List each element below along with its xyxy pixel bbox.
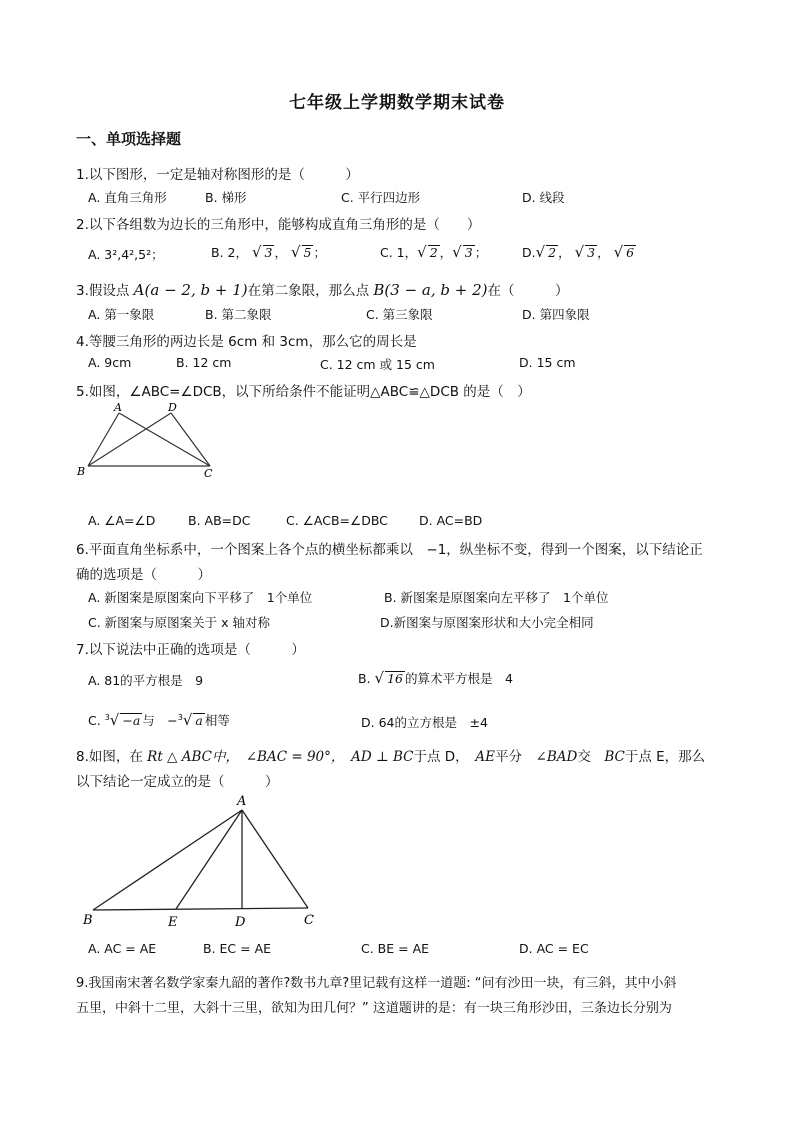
label-C: C [204,467,213,480]
q6-option-a: A. 新图案是原图案向下平移了 1个单位 [88,590,313,605]
question-4-stem: 4.等腰三角形的两边长是 6cm 和 3cm，那么它的周长是 [76,334,417,350]
q3-option-c: C. 第三象限 [366,307,433,322]
q1-option-d: D. 线段 [522,190,565,205]
radical-sign: √ [290,243,301,261]
radical-sign: √ [574,243,585,261]
q4-option-b: B. 12 cm [176,355,232,370]
q5-option-a: A. ∠A=∠D [88,513,156,528]
q5-option-c: C. ∠ACB=∠DBC [286,513,388,528]
radical-sign: √ [109,711,120,729]
label-D: D [168,401,177,414]
q6-option-c: C. 新图案与原图案关于 x 轴对称 [88,615,271,630]
radical-sign: √ [417,243,427,261]
q5-option-b: B. AB=DC [188,513,251,528]
q3-option-a: A. 第一象限 [88,307,155,322]
question-2-stem: 2.以下各组数为边长的三角形中，能够构成直角三角形的是（ ） [76,217,481,233]
label-E: E [168,915,178,930]
q7-option-d: D. 64的立方根是 ±4 [361,715,488,730]
label-A: A [114,401,122,414]
q7-option-c: C. $^3$√ −a 与 −$^3$√ a 相等 [88,711,230,729]
radical-sign: √ [251,243,262,261]
question-5-stem: 5.如图，∠ABC=∠DCB，以下所给条件不能证明△ABC≌△DCB 的是（ ） [76,384,531,400]
question-6-stem-line2: 确的选项是（ ） [76,567,211,583]
q5-triangle-figure [74,400,224,480]
q2-option-a: A. 3²,4²,5²； [88,247,164,262]
q8-option-c: C. BE = AE [361,941,430,956]
page-title: 七年级上学期数学期末试卷 [289,93,505,113]
question-9-line1: 9.我国南宋著名数学家秦九韶的著作?数书九章?里记载有这样一道题: “问有沙田一块，有三斜，其中小斜 [76,976,677,991]
q4-option-a: A. 9cm [88,355,132,370]
radical-sign: √ [182,711,193,729]
label-D: D [235,915,246,930]
radical-sign: √ [613,243,624,261]
q3-option-d: D. 第四象限 [522,307,590,322]
q7-option-b: B. √ 16 的算术平方根是 4 [358,669,513,687]
q6-option-b: B. 新图案是原图案向左平移了 1个单位 [384,590,609,605]
radical-sign: √ [374,669,385,687]
q7-option-a: A. 81的平方根是 9 [88,673,204,688]
q8-triangle-figure [78,790,328,930]
question-8-stem-line1: 8.如图，在 Rt △ ABC中， ∠BAC = 90°， AD ⊥ BC于点 D， AE平分 ∠BAD交 BC于点 E，那么 [76,749,706,765]
question-3-stem: 3.假设点 A(a − 2, b + 1)在第二象限，那么点 B(3 − a, b + 2)在（ ） [76,281,569,299]
q6-option-d: D.新图案与原图案形状和大小完全相同 [380,615,594,630]
radical-sign: √ [452,243,462,261]
question-7-stem: 7.以下说法中正确的选项是（ ） [76,642,305,658]
q8-option-a: A. AC = AE [88,941,157,956]
section-heading: 一、单项选择题 [76,130,182,148]
label-A: A [237,794,247,809]
q8-option-b: B. EC = AE [203,941,272,956]
q5-option-d: D. AC=BD [419,513,483,528]
q8-option-d: D. AC = EC [519,941,589,956]
label-C: C [304,913,314,928]
question-9-line2: 五里，中斜十二里，大斜十三里，欲知为田几何？” 这道题讲的是：有一块三角形沙田，三条边长分别为 [76,1001,672,1016]
label-B: B [77,465,86,478]
q1-option-b: B. 梯形 [205,190,247,205]
question-1-stem: 1.以下图形，一定是轴对称图形的是（ ） [76,167,359,183]
q2-option-d: D.√ 2 ， √ 3 ， √ 6 [522,243,635,261]
q4-option-d: D. 15 cm [519,355,576,370]
question-6-stem-line1: 6.平面直角坐标系中，一个图案上各个点的横坐标都乘以 −1，纵坐标不变，得到一个图案，以下结论正 [76,542,703,558]
q4-option-c: C. 12 cm 或 15 cm [320,357,435,372]
q2-option-b: B. 2， √ 3 ， √ 5 ； [211,243,326,261]
label-B: B [83,913,93,928]
question-8-stem-line2: 以下结论一定成立的是（ ） [76,774,279,790]
radical-sign: √ [535,243,546,261]
q1-option-a: A. 直角三角形 [88,190,167,205]
q1-option-c: C. 平行四边形 [341,190,421,205]
q3-option-b: B. 第二象限 [205,307,272,322]
q2-option-c: C. 1，√ 2 ，√ 3 ； [380,243,488,261]
